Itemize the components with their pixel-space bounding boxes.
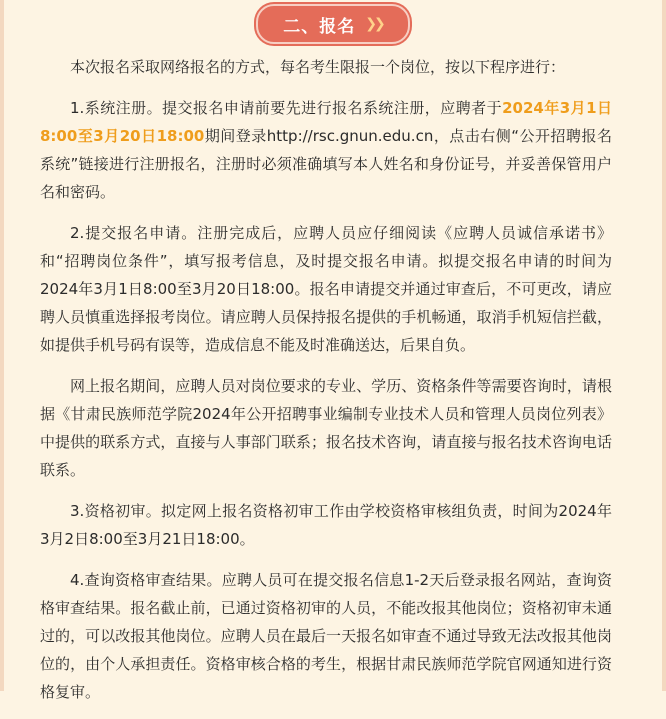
registration-text-end: 期间登录http://rsc.gnun.edu.cn，点击右侧“公开招聘报名系统”链接进行注册报名，注册时必须准确填写本人姓名和身份证号，并妥善保管用户名和密码。 [40,127,613,201]
registration-text-start: 1.系统注册。提交报名申请前要先进行报名系统注册，应聘者于 [70,99,503,117]
section-header [4,0,662,44]
paragraph-intro: 本次报名采取网络报名的方式，每名考生限报一个岗位，按以下程序进行： [70,58,566,76]
registration-deadline-highlight: 2024年3月1日8:00至3月20日18:00 [40,99,612,145]
article-body [40,53,612,719]
paragraph-preliminary-review: 3.资格初审。拟定网上报名资格初审工作由学校资格审核组负责，时间为2024年3月2日8:00至3月21日18:00。 [40,502,612,548]
section-title: 二、报名 [283,16,356,37]
paragraph-registration [40,94,612,206]
double-chevron-right-icon: ❯❯ [365,16,383,32]
paragraph-submit-application: 2.提交报名申请。注册完成后，应聘人员应仔细阅读《应聘人员诚信承诺书》和“招聘岗位条件”，填写报考信息，及时提交报名申请。拟提交报名申请的时间为2024年3月1日8:00至3月20日18:00。报名申请提交并通过审查后，不可更改，请应聘人员慎重选择报考岗位。请应聘人员保持报名提供的手机畅通，取消手机短信拦截，如提供手机号码有误等，造成信息不能及时准确送达，后果自负。 [40,224,612,354]
paragraph-consultation: 网上报名期间，应聘人员对岗位要求的专业、学历、资格条件等需要咨询时，请根据《甘肃民族师范学院2024年公开招聘事业编制专业技术人员和管理人员岗位列表》中提供的联系方式，直接与人事部门联系；报名技术咨询，请直接与报名技术咨询电话联系。 [40,377,612,479]
section-title-badge [256,4,410,44]
paragraph-review-results: 4.查询资格审查结果。应聘人员可在提交报名信息1-2天后登录报名网站，查询资格审查结果。报名截止前，已通过资格初审的人员，不能改报其他岗位；资格初审未通过的，可以改报其他岗位。应聘人员在最后一天报名如审查不通过导致无法改报其他岗位的，由个人承担责任。资格审核合格的考生，根据甘肃民族师范学院官网通知进行资格复审。 [40,571,612,701]
